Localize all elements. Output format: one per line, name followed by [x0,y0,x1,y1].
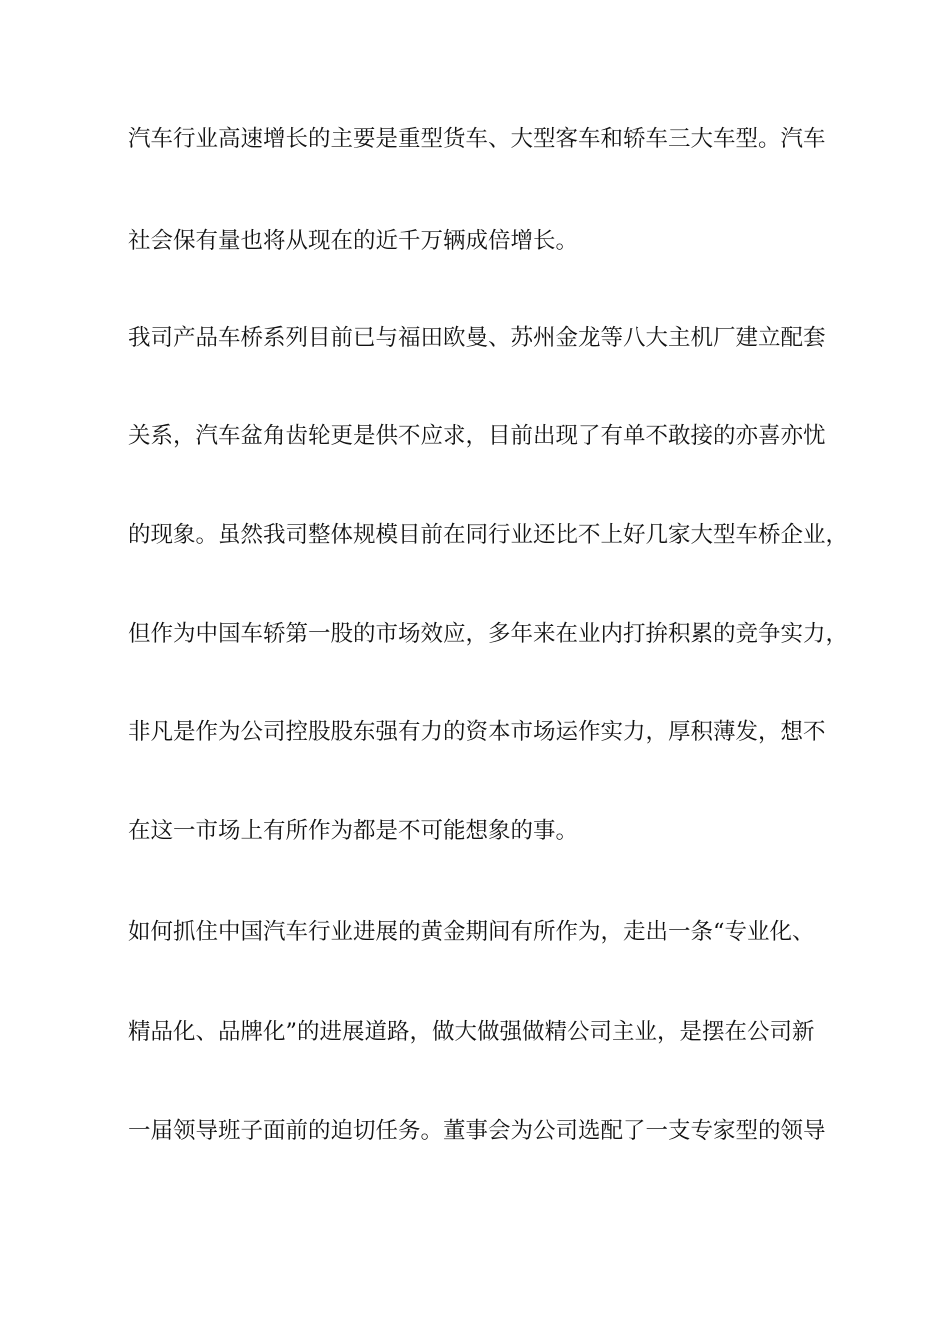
text-line: 精品化、品牌化”的进展道路，做大做强做精公司主业，是摆在公司新 [128,1019,815,1045]
text-line: 关系，汽车盆角齿轮更是供不应求，目前出现了有单不敢接的亦喜亦忧 [128,423,826,449]
text-line: 但作为中国车轿第一股的市场效应，多年来在业内打拚积累的竞争实力， [128,621,849,647]
text-line: 的现象。虽然我司整体规模目前在同行业还比不上好几家大型车桥企业， [128,522,849,548]
text-line: 社会保有量也将从现在的近千万辆成倍增长。 [128,228,579,254]
text-line: 如何抓住中国汽车行业进展的黄金期间有所作为，走出一条“专业化、 [128,919,815,945]
text-line: 我司产品车桥系列目前已与福田欧曼、苏州金龙等八大主机厂建立配套 [128,325,826,351]
text-line: 非凡是作为公司控股股东强有力的资本市场运作实力，厚积薄发，想不 [128,719,826,745]
text-line: 汽车行业高速增长的主要是重型货车、大型客车和轿车三大车型。汽车 [128,126,826,152]
text-line: 在这一市场上有所作为都是不可能想象的事。 [128,818,579,844]
text-line: 一届领导班子面前的迫切任务。董事会为公司选配了一支专家型的领导 [128,1118,826,1144]
